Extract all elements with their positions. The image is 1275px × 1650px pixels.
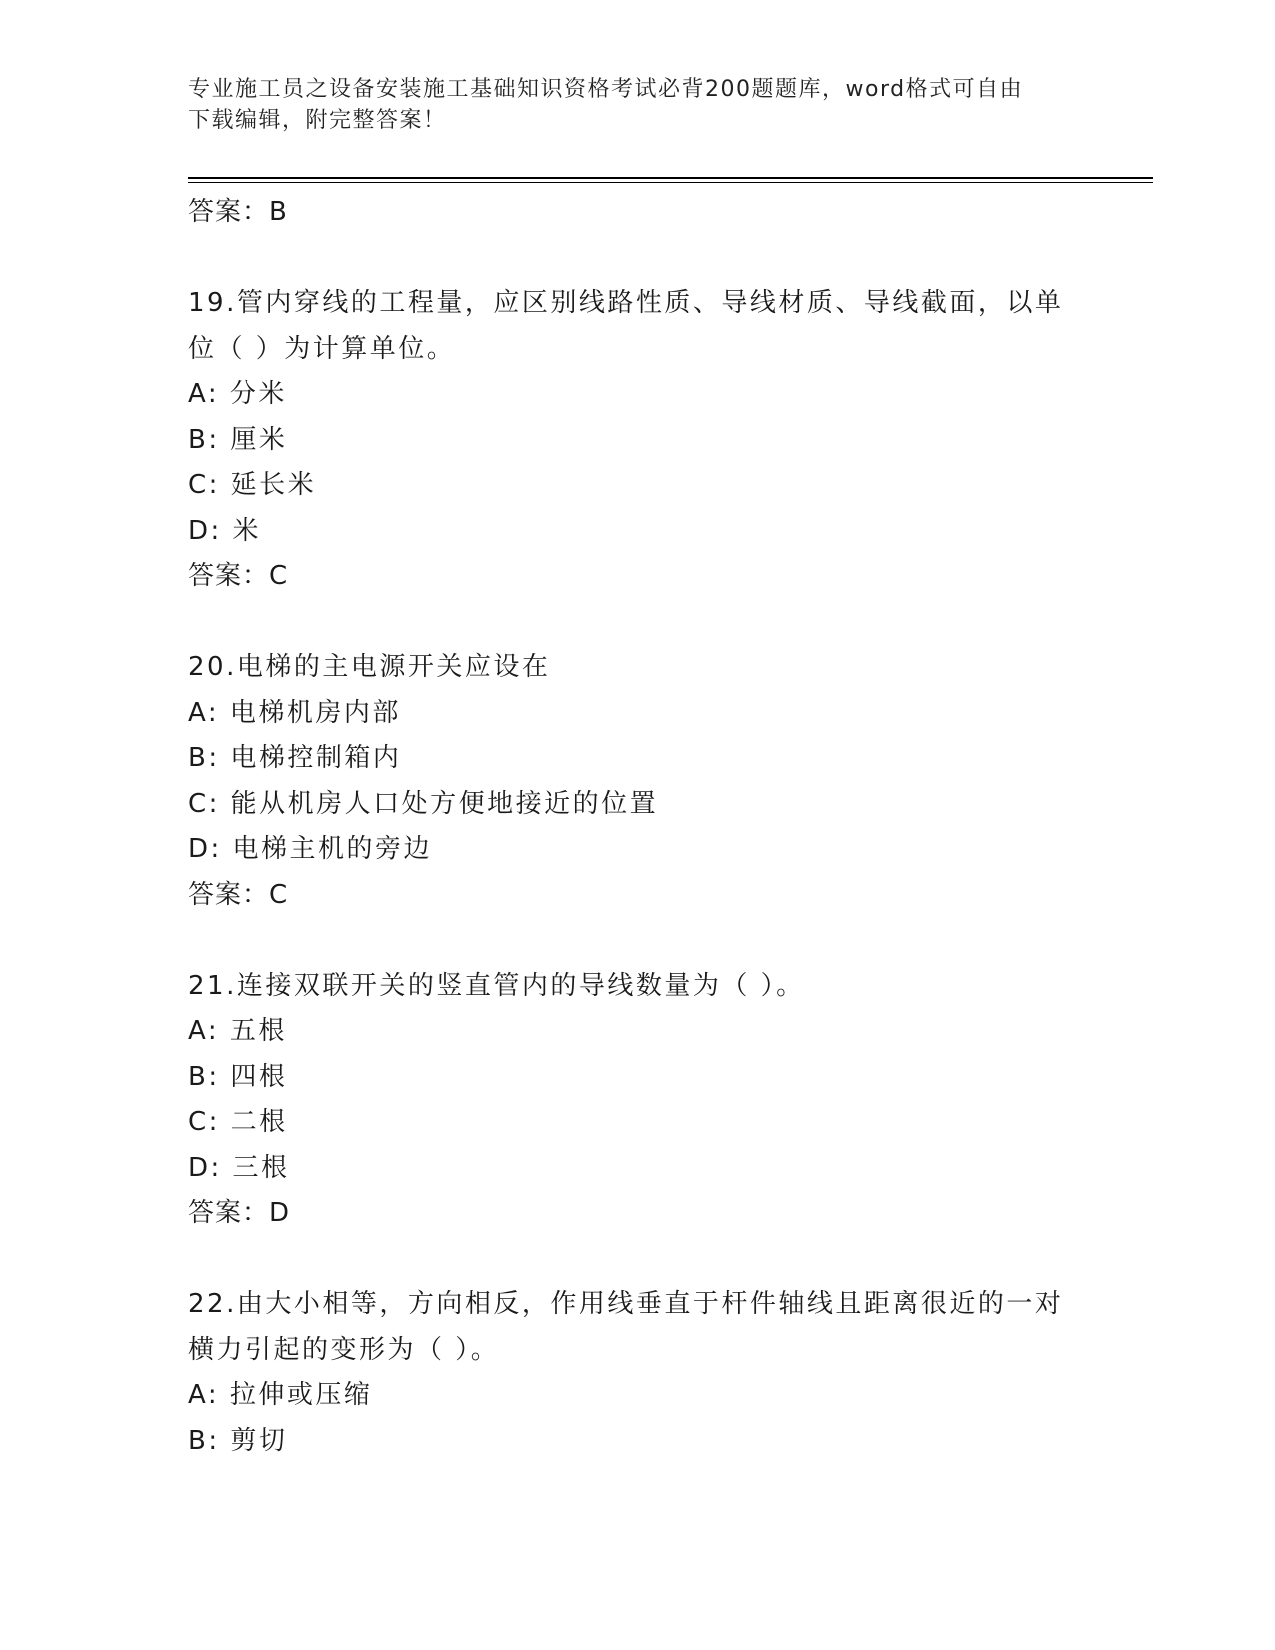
spacer — [188, 1237, 1088, 1283]
question-text: 20.电梯的主电源开关应设在 — [188, 652, 551, 682]
option-c: C: 二根 — [188, 1107, 288, 1137]
document-header — [188, 74, 1088, 136]
header-divider-thick — [188, 177, 1153, 179]
question-text: 位（ ）为计算单位。 — [188, 333, 456, 364]
option-c: C: 能从机房人口处方便地接近的位置 — [188, 788, 659, 819]
option-d: D: 米 — [188, 515, 262, 546]
question-text: 22.由大小相等，方向相反，作用线垂直于杆件轴线且距离很近的一对 — [188, 1289, 1064, 1319]
spacer — [188, 918, 1088, 964]
option-a: A: 五根 — [188, 1016, 287, 1046]
question-text: 21.连接双联开关的竖直管内的导线数量为（ ）。 — [188, 970, 805, 1001]
option-d: D: 三根 — [188, 1152, 290, 1183]
answer: 答案：D — [188, 1198, 291, 1228]
question-list — [188, 190, 1088, 1464]
option-b: B: 厘米 — [188, 424, 288, 455]
question-text: 19.管内穿线的工程量，应区别线路性质、导线材质、导线截面，以单 — [188, 288, 1064, 318]
header-line-1: 专业施工员之设备安装施工基础知识资格考试必背200题题库，word格式可自由 — [188, 77, 1024, 102]
option-a: A: 分米 — [188, 379, 287, 409]
option-b: B: 电梯控制箱内 — [188, 743, 402, 773]
question-text: 横力引起的变形为（ ）。 — [188, 1334, 500, 1365]
option-c: C: 延长米 — [188, 470, 317, 500]
header-divider-thin — [188, 182, 1153, 183]
spacer — [188, 236, 1088, 282]
option-b: B: 四根 — [188, 1061, 288, 1092]
spacer — [188, 600, 1088, 646]
answer: 答案：C — [188, 561, 289, 591]
question-21 — [188, 964, 1088, 1237]
option-b: B: 剪切 — [188, 1425, 288, 1456]
option-d: D: 电梯主机的旁边 — [188, 834, 433, 864]
option-a: A: 电梯机房内部 — [188, 697, 401, 728]
question-20 — [188, 645, 1088, 918]
option-a: A: 拉伸或压缩 — [188, 1380, 373, 1410]
previous-answer: 答案：B — [188, 197, 288, 227]
answer: 答案：C — [188, 879, 289, 910]
question-22 — [188, 1282, 1088, 1464]
question-19 — [188, 281, 1088, 600]
header-line-2: 下载编辑，附完整答案！ — [188, 108, 447, 133]
